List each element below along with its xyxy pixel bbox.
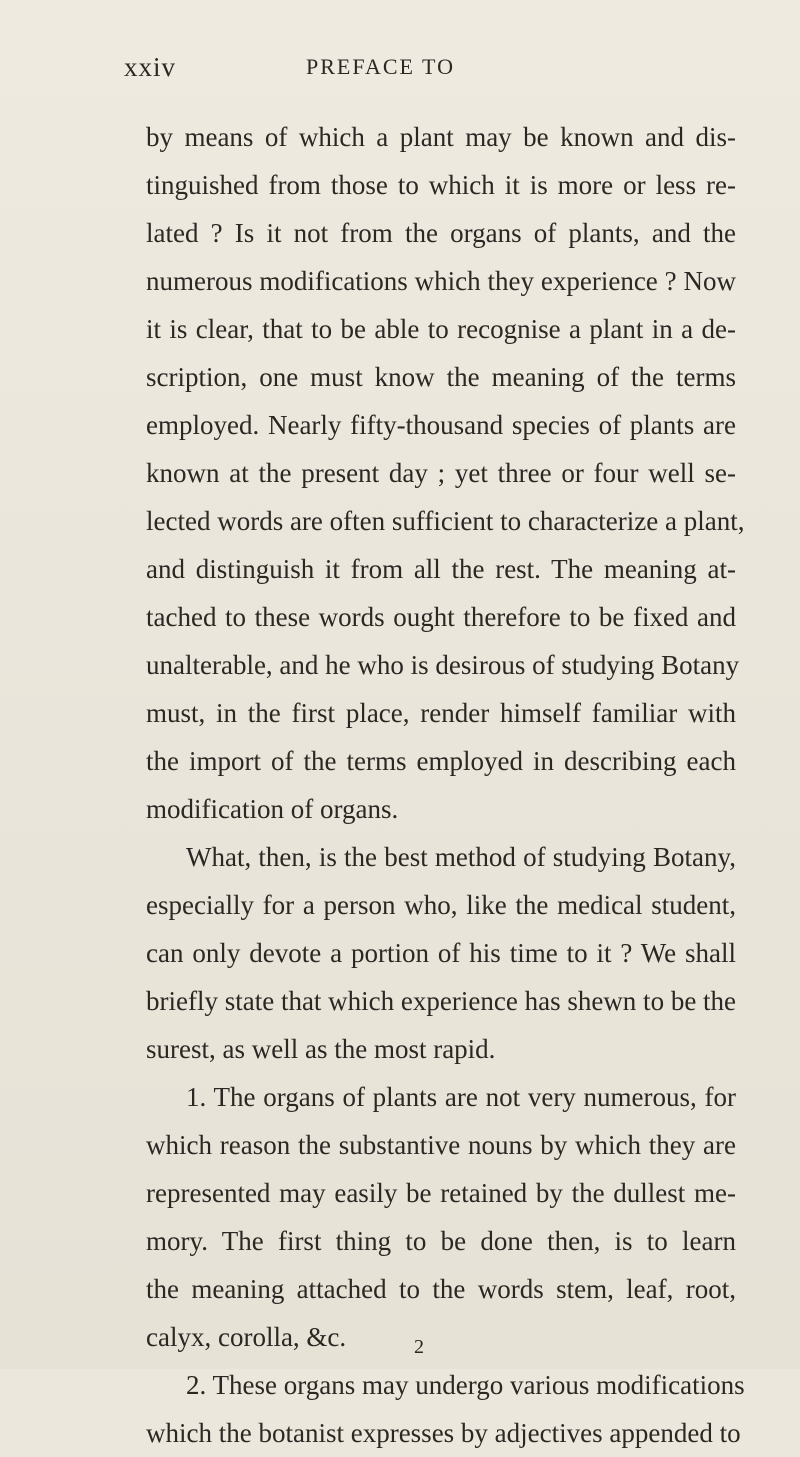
running-head xyxy=(124,52,684,86)
text-line: which reason the substantive nouns by which they are xyxy=(146,1130,736,1160)
running-title: PREFACE TO xyxy=(306,54,455,79)
text-line: 2. These organs may undergo various modifications xyxy=(186,1370,745,1400)
text-line: modification of organs. xyxy=(146,794,399,824)
text-line: mory. The first thing to be done then, is to learn xyxy=(146,1226,736,1256)
text-line: by means of which a plant may be known and dis- xyxy=(146,122,736,152)
text-line: known at the present day ; yet three or four well se- xyxy=(146,458,736,488)
text-line: the meaning attached to the words stem, leaf, root, xyxy=(146,1274,736,1304)
text-line: tinguished from those to which it is more or less re- xyxy=(146,170,736,200)
text-line: employed. Nearly fifty-thousand species of plants are xyxy=(146,410,736,440)
text-line: What, then, is the best method of studying Botany, xyxy=(186,842,736,872)
text-line: must, in the first place, render himself familiar with xyxy=(146,698,736,728)
text-line: unalterable, and he who is desirous of studying Botany xyxy=(146,650,740,680)
text-line: numerous modifications which they experience ? Now xyxy=(146,266,736,296)
text-line: briefly state that which experience has shewn to be the xyxy=(146,986,737,1016)
text-line: it is clear, that to be able to recognise a plant in a de- xyxy=(146,314,736,344)
text-line: lected words are often sufficient to characterize a plant, xyxy=(146,506,745,536)
text-line: which the botanist expresses by adjectives appended to xyxy=(146,1418,741,1448)
text-line: represented may easily be retained by the dullest me- xyxy=(146,1178,736,1208)
body-text xyxy=(146,113,745,1457)
text-line: surest, as well as the most rapid. xyxy=(146,1034,496,1064)
text-line: tached to these words ought therefore to be fixed and xyxy=(146,602,736,632)
text-line: can only devote a portion of his time to it ? We shall xyxy=(146,938,736,968)
text-line: 1. The organs of plants are not very numerous, for xyxy=(186,1082,736,1112)
text-line: and distinguish it from all the rest. The meaning at- xyxy=(146,554,736,584)
text-line: the import of the terms employed in describing each xyxy=(146,746,736,776)
text-line: lated ? Is it not from the organs of plants, and the xyxy=(146,218,736,248)
page-number: xxiv xyxy=(124,52,177,82)
text-line: calyx, corolla, &c. xyxy=(146,1322,347,1352)
signature-mark: 2 xyxy=(414,1336,424,1358)
text-line: especially for a person who, like the medical student, xyxy=(146,890,736,920)
text-line: scription, one must know the meaning of the terms xyxy=(146,362,736,392)
